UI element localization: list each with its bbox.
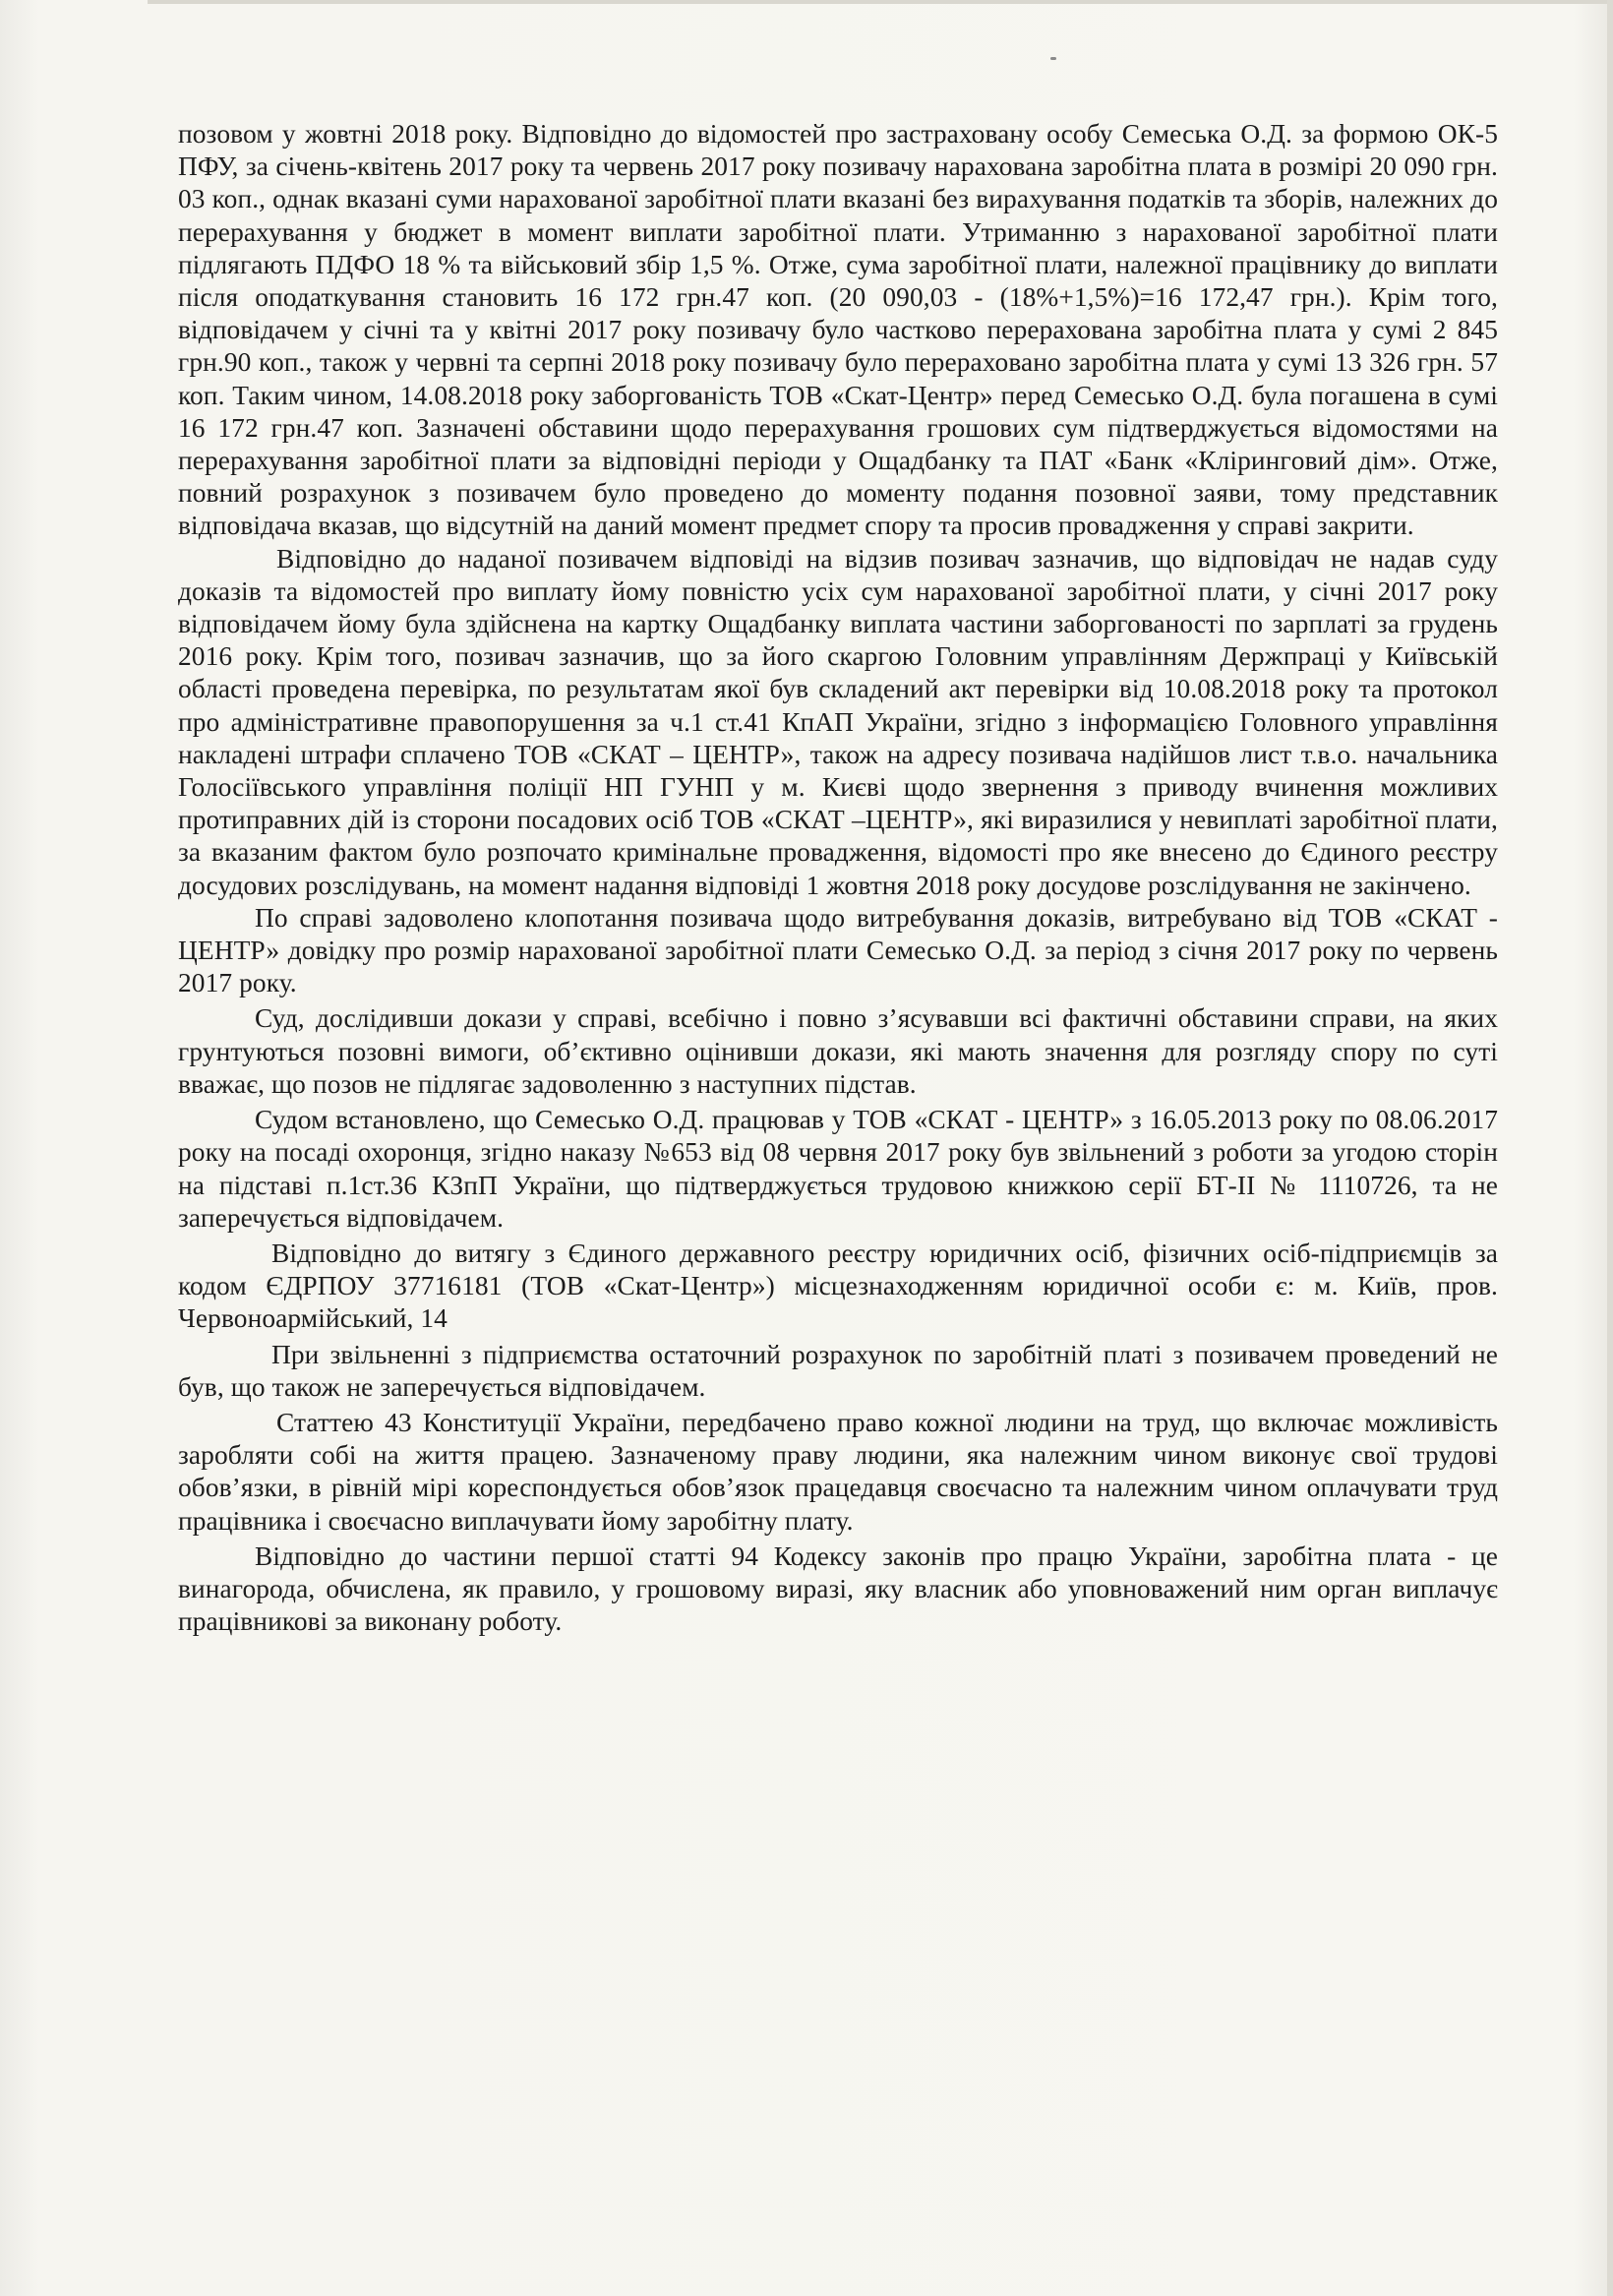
- paragraph-constitution-article-43: Статтею 43 Конституції України, передбачено право кожної людини на труд, що включає можливість заробляти собі на життя працею. Зазначеному праву людини, яка належним чином виконує свої трудові обов’язки, в рівній мірі кореспондується обов’язок працедавця своєчасно та належним чином оплачувати труд працівника і своєчасно виплачувати йому заробітну плату.: [178, 1407, 1498, 1536]
- paragraph-response-to-objection: Відповідно до наданої позивачем відповіді на відзив позивач зазначив, що відповідач не надав суду доказів та відомостей про виплату йому повністю усіх сум нарахованої заробітної плати, у січні 2017 року відповідачем йому була здійснена на картку Ощадбанку виплата частини заборгованості по зарплаті за грудень 2016 року. Крім того, позивач зазначив, що за його скаргою Головним управлінням Держпраці у Київській області проведена перевірка, по результатам якої був складений акт перевірки від 10.08.2018 року та протокол про адміністративне правопорушення за ч.1 ст.41 КпАП України, згідно з інформацією Головного управління накладені штрафи сплачено ТОВ «СКАТ – ЦЕНТР», також на адресу позивача надійшов лист т.в.о. начальника Голосіївського управління поліції НП ГУНП у м. Києві щодо звернення з приводу вчинення можливих протиправних дій із сторони посадових осіб ТОВ «СКАТ –ЦЕНТР», які виразилися у невиплаті заробітної плати, за вказаним фактом було розпочато кримінальне провадження, відомості про яке внесено до Єдиного реєстру досудових розслідувань, на момент надання відповіді 1 жовтня 2018 року досудове розслідування не закінчено.: [178, 543, 1498, 900]
- paragraph-employment-facts: Судом встановлено, що Семесько О.Д. працював у ТОВ «СКАТ - ЦЕНТР» з 16.05.2013 року по 08.06.2017 року на посаді охоронця, згідно наказу №653 від 08 червня 2017 року був звільнений з роботи за угодою сторін на підставі п.1ст.36 КЗпП України, що підтверджується трудовою книжкою серії БТ-ІІ № 1110726, та не заперечується відповідачем.: [178, 1105, 1498, 1233]
- scan-speck: [1050, 57, 1056, 60]
- page-right-edge: [1607, 0, 1613, 2296]
- document-body: [178, 118, 1498, 1638]
- paragraph-registry-extract: Відповідно до витягу з Єдиного державного реєстру юридичних осіб, фізичних осіб-підприємців за кодом ЄДРПОУ 37716181 (ТОВ «Скат-Центр») місцезнаходженням юридичної особи є: м. Київ, пров. Червоноармійський, 14: [178, 1238, 1498, 1334]
- paragraph-continuation: позовом у жовтні 2018 року. Відповідно до відомостей про застраховану особу Семеська О.Д. за формою ОК-5 ПФУ, за січень-квітень 2017 року та червень 2017 року позивачу нарахована заробітна плата в розмірі 20 090 грн. 03 коп., однак вказані суми нарахованої заробітної плати вказані без вирахування податків та зборів, належних до перерахування у бюджет в момент виплати заробітної плати. Утриманню з нарахованої заробітної плати підлягають ПДФО 18 % та військовий збір 1,5 %. Отже, сума заробітної плати, належної працівнику до виплати після оподаткування становить 16 172 грн.47 коп. (20 090,03 - (18%+1,5%)=16 172,47 грн.). Крім того, відповідачем у січні та у квітні 2017 року позивачу було частково перерахована заробітна плата у сумі 2 845 грн.90 коп., також у червні та серпні 2018 року позивачу було перераховано заробітна плата у сумі 13 326 грн. 57 коп. Таким чином, 14.08.2018 року заборгованість ТОВ «Скат-Центр» перед Семесько О.Д. була погашена в сумі 16 172 грн.47 коп. Зазначені обставини щодо перерахування грошових сум підтверджується відомостями на перерахування заробітної плати за відповідні періоди у Ощадбанку та ПАТ «Банк «Клірингoвий дім». Отже, повний розрахунок з позивачем було проведено до моменту подання позовної заяви, тому представник відповідача вказав, що відсутній на даний момент предмет спору та просив провадження у справі закрити.: [178, 119, 1498, 541]
- paragraph-labour-code-article-94: Відповідно до частини першої статті 94 Кодексу законів про працю України, заробітна плата - це винагорода, обчислена, як правило, у грошовому виразі, яку власник або уповноважений ним орган виплачує працівникові за виконану роботу.: [178, 1541, 1498, 1637]
- paragraph-evidence-request: По справі задоволено клопотання позивача щодо витребування доказів, витребувано від ТОВ «СКАТ - ЦЕНТР» довідку про розмір нарахованої заробітної плати Семесько О.Д. за період з січня 2017 року по червень 2017 року.: [178, 902, 1498, 998]
- page-top-edge: [148, 0, 1613, 4]
- paragraph-court-assessment: Суд, дослідивши докази у справі, всебічно і повно з’ясувавши всі фактичні обставини справи, на яких грунтуються позовні вимоги, об’єктивно оцінивши докази, які мають значення для розгляду спору по суті вважає, що позов не підлягає задоволенню з наступних підстав.: [178, 1003, 1498, 1099]
- paragraph-final-settlement: При звільненні з підприємства остаточний розрахунок по заробітній платі з позивачем проведений не був, що також не заперечується відповідачем.: [178, 1339, 1498, 1402]
